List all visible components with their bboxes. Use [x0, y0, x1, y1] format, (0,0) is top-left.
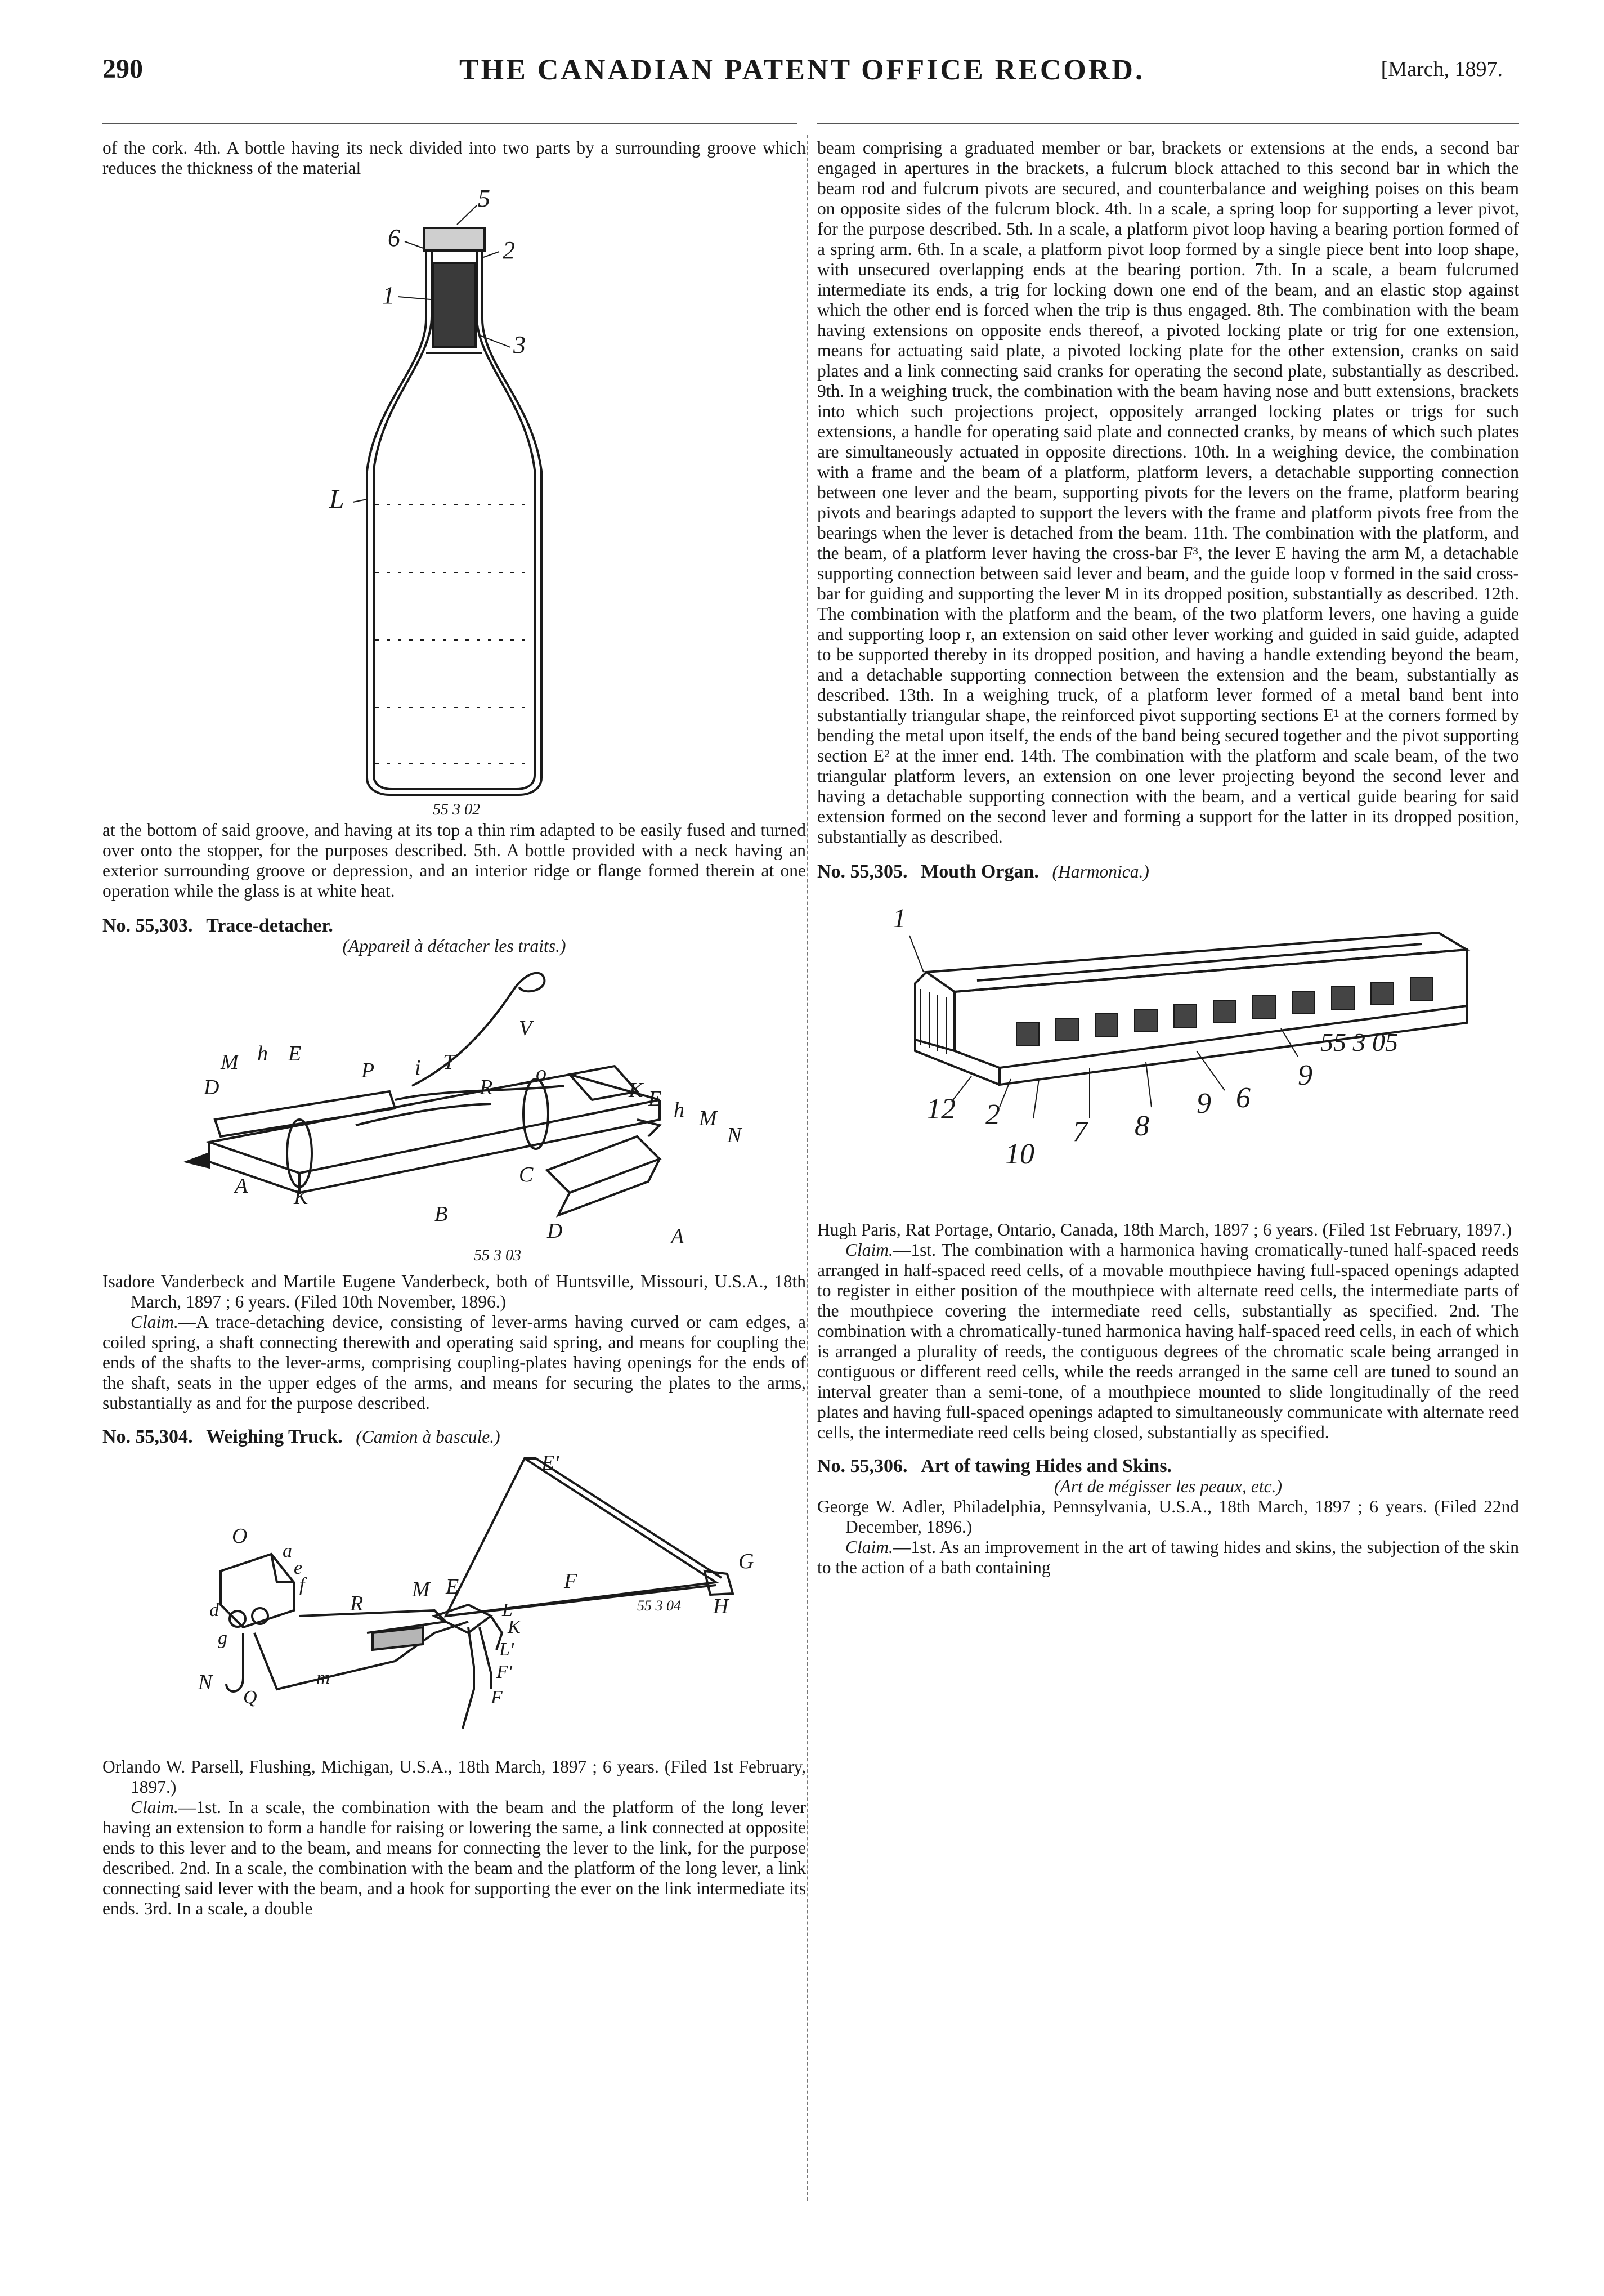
- fig-label: F: [491, 1687, 503, 1708]
- fig-number: 55 3 04: [637, 1597, 681, 1614]
- fig-label: 1: [892, 903, 906, 933]
- fig-label: A: [235, 1174, 248, 1198]
- claim-text: —1st. In a scale, the combination with the beam and the platform of the long lever having an extension to form a handle for raising or lowering the same, a link connected at opposite ends to this lever and to the beam, and means for connecting the lever to the link, for the purpose described. 2nd. In a scale, the combination with the beam and the platform of the long lever, a link connecting said lever with the beam, and a hook for supporting the ever on the link intermediate its ends. 3rd. In a scale, a double: [102, 1797, 806, 1918]
- paragraph: beam comprising a graduated member or bar, brackets or extensions at the ends, a second bar engaged in apertures in the brackets, a fulcrum block attached to this second bar in which the beam rod and fulcrum pivots are secured, and counterbalance and weighing poises on this beam on opposite sides of the fulcrum block. 4th. In a scale, a spring loop for supporting a lever pivot, for the purpose described. 5th. In a scale, a platform pivot loop having a bearing portion formed of a spring arm. 6th. In a scale, a platform pivot loop formed by a single piece bent into loop shape, with unsecured overlapping ends at the bearing portion. 7th. In a scale, a beam fulcrumed intermediate its ends, a trig for locking down one end of the beam, and an elastic stop against which the other end is forced when the trip is thus engaged. 8th. The combination with the beam having extensions on opposite ends thereof, a pivoted locking plate or trig for one extension, means for actuating said plate, a pivoted locking plate for the other extension, cranks on said plates and a link connecting said cranks for operating the second plate, substantially as described. 9th. In a weighing truck, the combination with the beam having nose and butt extensions, brackets into which such projections project, oppositely arranged locking plates or trigs for such extensions, a handle for operating said plate and connected cranks, by means of which such plates are simultaneously actuated in opposite directions. 10th. In a weighing device, the combination with a frame and the beam of a platform, platform levers, a detachable supporting connection between one lever and the beam, supporting pivots for the levers on the frame, platform bearing pivots and bearings adapted to support the levers with the frame and platform pivots free from the bearings when the lever is detached from the beam. 11th. The combination with the platform, and the beam, of a platform lever having the cross-bar F³, the lever E having the arm M, a detachable supporting connection between said lever and beam, and the guide loop v formed in the said cross-bar for guiding and supporting the lever M in its dropped position, substantially as described. 12th. The combination with the platform and the beam, of the two platform levers, one having a guide and supporting loop r, an extension on said other lever working and guided in said guide, adapted to be supported thereby in its dropped position, and having a handle extending beyond the beam, and a detachable supporting connection between the extension and the beam, substantially as described. 13th. In a weighing truck, of a platform lever formed of a metal band bent into substantially triangular shape, the reinforced pivot supporting sections E¹ at the corners formed by bending the metal upon itself, the ends of the band being secured together and the pivot supporting section E² at the inner end. 14th. The combination with the platform and scale beam, of the two triangular platform levers, an extension on one lever projecting beyond the second lever and having a detachable supporting connection with the beam, and a vertical guide bearing for said extension formed on the second lever and forming a support for the latter in its dropped position, substantially as described.: [817, 138, 1519, 847]
- fig-label: 10: [1005, 1138, 1034, 1170]
- fig-label: i: [415, 1056, 421, 1080]
- fig-label: 9: [1196, 1087, 1211, 1120]
- fig-label: o: [536, 1062, 546, 1085]
- patent-inventor: Hugh Paris, Rat Portage, Ontario, Canada, 18th March, 1897 ; 6 years. (Filed 1st February, 1897.): [817, 1220, 1512, 1239]
- patent-claim: [817, 1240, 1519, 1443]
- fig-label: P: [361, 1059, 375, 1082]
- fig-label: 12: [926, 1093, 956, 1125]
- fig-label: L: [329, 484, 344, 514]
- patent-title: Weighing Truck.: [206, 1426, 343, 1447]
- fig-label: 2: [985, 1099, 1000, 1131]
- fig-label: K: [629, 1078, 643, 1102]
- fig-label: 9: [1297, 1059, 1312, 1091]
- patent-number: No. 55,304.: [102, 1426, 193, 1447]
- header-rule-left: [102, 123, 797, 124]
- fig-label: M: [221, 1050, 239, 1074]
- patent-french-title: (Camion à bascule.): [356, 1427, 500, 1447]
- fig-number: 55 3 05: [1320, 1028, 1398, 1057]
- fig-label: R: [480, 1076, 493, 1099]
- fig-label: 3: [513, 331, 526, 359]
- fig-label: a: [283, 1541, 292, 1561]
- claim-label: Claim.: [131, 1797, 178, 1817]
- fig-label: h: [674, 1098, 684, 1122]
- fig-label: N: [727, 1124, 742, 1147]
- paragraph: of the cork. 4th. A bottle having its neck divided into two parts by a surrounding groove which reduces the thickness of the material: [102, 138, 806, 178]
- claim-text: —A trace-detaching device, consisting of lever-arms having curved or cam edges, a coiled spring, a shaft connecting therewith and operating said spring, and means for coupling the ends of the shafts to the lever-arms, comprising coupling-plates having openings for the ends of the shaft, seats in the upper edges of the arms, and means for securing the plates to the arms, substantially as and for the purpose described.: [102, 1312, 806, 1413]
- fig-label: 6: [388, 224, 400, 252]
- patent-number: No. 55,306.: [817, 1456, 908, 1476]
- fig-label: f: [299, 1574, 305, 1595]
- page-number: 290: [102, 54, 143, 84]
- fig-label: D: [547, 1219, 563, 1243]
- fig-label: B: [434, 1202, 448, 1226]
- fig-label: K: [508, 1617, 521, 1637]
- fig-label: N: [198, 1671, 213, 1694]
- fig-label: e: [294, 1557, 303, 1578]
- page-header: [0, 53, 1604, 93]
- patent-heading-55303: [102, 916, 806, 936]
- fig-label: R: [350, 1592, 364, 1615]
- fig-label: 8: [1134, 1110, 1149, 1142]
- fig-label: M: [699, 1107, 717, 1130]
- fig-number: 55 3 02: [433, 801, 480, 818]
- fig-label: E: [288, 1042, 302, 1066]
- journal-title: THE CANADIAN PATENT OFFICE RECORD.: [459, 54, 1145, 86]
- fig-label: 5: [478, 185, 490, 212]
- paragraph: at the bottom of said groove, and having at its top a thin rim adapted to be easily fused and turned over onto the stopper, for the purposes described. 5th. A bottle provided with a neck having an exterior surrounding groove or depression, and an interior ridge or flange formed therein at one operation while the glass is at white heat.: [102, 820, 806, 901]
- patent-claim: [102, 1312, 806, 1413]
- claim-label: Claim.: [845, 1240, 893, 1260]
- fig-label: d: [209, 1600, 219, 1621]
- fig-label: 1: [382, 281, 395, 309]
- issue-date: [March, 1897.: [1381, 57, 1503, 81]
- fig-label: L': [499, 1639, 514, 1660]
- right-column: [817, 138, 1519, 1578]
- fig-label: m: [316, 1667, 330, 1688]
- fig-label: H: [713, 1595, 729, 1618]
- patent-french-title: (Appareil à détacher les traits.): [342, 936, 566, 956]
- fig-label: E': [541, 1451, 559, 1475]
- fig-label: g: [218, 1628, 227, 1649]
- patent-inventor: Orlando W. Parsell, Flushing, Michigan, U.S.A., 18th March, 1897 ; 6 years. (Filed 1st February, 1897.): [102, 1757, 806, 1797]
- fig-label: A: [671, 1225, 684, 1248]
- patent-title: Art of tawing Hides and Skins.: [921, 1456, 1172, 1476]
- fig-label: h: [257, 1042, 268, 1066]
- patent-french-title: (Art de mégisser les peaux, etc.): [1054, 1476, 1282, 1496]
- fig-label: K: [294, 1185, 308, 1209]
- weighing-truck-figure: [131, 1447, 778, 1757]
- patent-claim: [817, 1537, 1519, 1578]
- fig-label: E: [446, 1575, 459, 1599]
- patent-number: No. 55,305.: [817, 861, 908, 882]
- fig-label: O: [232, 1524, 248, 1548]
- fig-label: C: [519, 1163, 534, 1187]
- bottle-figure: [257, 178, 651, 820]
- header-rule-right: [817, 123, 1519, 124]
- fig-label: F': [496, 1662, 513, 1682]
- claim-text: —1st. The combination with a harmonica having cromatically-tuned half-spaced reeds arranged in half-spaced reed cells, of a movable mouthpiece having full-spaced openings adapted to register in either position of the mouthpiece with alternate reed cells, the intermediate parts of the mouthpiece covering the intermediate reed cells, substantially as specified. 2nd. The combination with a chromatically-tuned harmonica having half-spaced reed cells, in each of which is arranged a plurality of reeds, the contiguous degrees of the chromatic scale being arranged in contiguous or different reed cells, while the reeds arranged in the same cell are tuned to sound an interval greater than a semi-tone, of a mouthpiece mounted to slide longitudinally of the reed plates and having full-spaced openings adapted to simultaneously communicate with alternate reed cells, the intermediate reed cells being closed, substantially as specified.: [817, 1240, 1519, 1442]
- fig-number: 55 3 03: [474, 1247, 521, 1264]
- fig-label: 6: [1235, 1082, 1251, 1114]
- fig-label: L: [502, 1600, 513, 1621]
- harmonica-figure: [831, 882, 1506, 1220]
- fig-label: Q: [243, 1687, 257, 1708]
- column-divider: [807, 135, 808, 2201]
- fig-label: M: [412, 1578, 430, 1601]
- patent-claim: [102, 1797, 806, 1919]
- fig-label: T: [443, 1050, 455, 1074]
- left-column: [102, 138, 806, 1919]
- patent-number: No. 55,303.: [102, 915, 193, 936]
- patent-heading-55304: [102, 1427, 806, 1447]
- fig-label: F: [564, 1569, 577, 1593]
- fig-label: V: [519, 1017, 532, 1040]
- patent-inventor: Isadore Vanderbeck and Martile Eugene Vanderbeck, both of Huntsville, Missouri, U.S.A., 18th March, 1897 ; 6 years. (Filed 10th November, 1896.): [102, 1272, 806, 1312]
- patent-title: Mouth Organ.: [921, 861, 1039, 882]
- fig-label: 2: [503, 236, 515, 264]
- patent-title: Trace-detacher.: [206, 915, 333, 936]
- patent-inventor: George W. Adler, Philadelphia, Pennsylvania, U.S.A., 18th March, 1897 ; 6 years. (Filed 22nd December, 1896.): [817, 1497, 1519, 1537]
- fig-label: G: [738, 1550, 754, 1573]
- patent-heading-55306: [817, 1456, 1519, 1476]
- fig-label: E: [648, 1087, 662, 1111]
- claim-label: Claim.: [131, 1312, 178, 1332]
- claim-label: Claim.: [845, 1537, 893, 1557]
- claim-text: —1st. As an improvement in the art of tawing hides and skins, the subjection of the skin to the action of a bath containing: [817, 1537, 1519, 1577]
- patent-french-title: (Harmonica.): [1052, 862, 1149, 881]
- fig-label: 7: [1072, 1116, 1087, 1148]
- fig-label: D: [204, 1076, 219, 1099]
- patent-heading-55305: [817, 862, 1519, 882]
- trace-detacher-figure: [131, 956, 778, 1272]
